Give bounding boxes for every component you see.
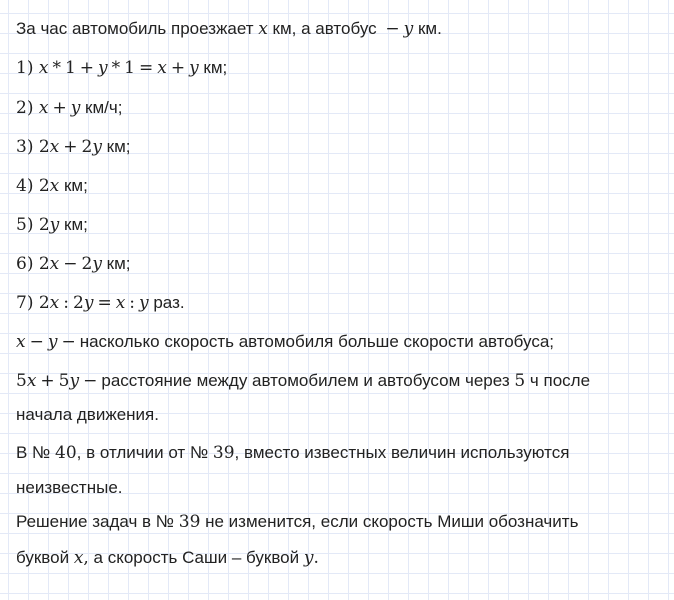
text-line-item-1 xyxy=(16,57,227,79)
text-run: не изменится, если скорость Миши обозначить xyxy=(200,512,579,531)
math-number: 2 xyxy=(81,137,93,157)
text-run: км; xyxy=(59,176,88,195)
math-number: 2 xyxy=(81,254,93,274)
math-number: 1) xyxy=(16,58,39,78)
text-run: неизвестные. xyxy=(16,478,123,497)
text-line-distance-cont xyxy=(16,404,159,426)
math-number: 5) 2 xyxy=(16,215,50,235)
text-run: , в отличии от № xyxy=(76,443,213,462)
math-number: 1 xyxy=(124,58,135,78)
math-variable: y xyxy=(98,58,108,78)
math-operator: + xyxy=(79,58,95,78)
math-number: 2 xyxy=(73,293,84,313)
math-variable: y xyxy=(139,293,149,313)
text-run: насколько скорость автомобиля больше скорости автобуса; xyxy=(79,332,555,351)
text-line-difference xyxy=(16,331,554,353)
text-run: За час автомобиль проезжает xyxy=(16,19,259,38)
math-number: 5 xyxy=(58,371,70,391)
math-number: 5 xyxy=(16,371,27,391)
text-run: км; xyxy=(101,137,131,156)
math-number: 40 xyxy=(55,443,77,463)
math-variable: y xyxy=(83,293,94,313)
math-operator: + xyxy=(170,58,186,78)
text-run: км. xyxy=(413,19,442,38)
math-operator: * xyxy=(111,58,121,78)
math-variable: x xyxy=(49,254,60,274)
math-variable: y xyxy=(92,254,102,274)
math-operator: = xyxy=(138,58,154,78)
text-run: расстояние между автомобилем и автобусом через xyxy=(101,371,515,390)
text-line-note-39 xyxy=(16,511,578,533)
math-operator: − xyxy=(63,254,78,274)
math-operator: − xyxy=(29,332,44,352)
text-run: , вместо известных величин используются xyxy=(234,443,570,462)
math-number: , xyxy=(83,548,89,568)
math-number: 3) 2 xyxy=(16,137,50,157)
math-variable: y xyxy=(49,215,60,235)
math-variable: x xyxy=(16,332,26,352)
math-number: 39 xyxy=(212,443,235,463)
text-line-note-39-cont xyxy=(16,547,319,569)
math-variable: y xyxy=(69,371,80,391)
math-variable: y xyxy=(70,98,81,118)
text-line-note-40-cont xyxy=(16,477,123,499)
text-line-intro xyxy=(16,18,442,40)
math-operator: = xyxy=(97,293,112,313)
math-number: . xyxy=(313,548,319,568)
math-variable: x xyxy=(49,176,60,196)
math-number: 2) xyxy=(16,98,39,118)
math-operator: + xyxy=(63,137,78,157)
text-line-item-6 xyxy=(16,253,131,275)
text-run: км; xyxy=(101,254,131,273)
text-run: ч после xyxy=(525,371,591,390)
math-variable: x xyxy=(73,548,84,568)
math-variable: y xyxy=(92,137,102,157)
math-operator: − xyxy=(83,371,98,391)
math-variable: y xyxy=(189,58,199,78)
math-variable: x xyxy=(38,98,49,118)
text-run: раз. xyxy=(148,293,185,312)
math-variable: x xyxy=(26,371,37,391)
math-variable: y xyxy=(303,548,314,568)
text-run: км; xyxy=(59,215,88,234)
math-variable: x xyxy=(157,58,167,78)
math-operator: : xyxy=(63,293,69,313)
text-line-distance xyxy=(16,370,590,392)
math-number: 4) 2 xyxy=(16,176,50,196)
math-variable: x xyxy=(49,293,60,313)
math-variable: x xyxy=(115,293,126,313)
math-number: 6) 2 xyxy=(16,254,50,274)
text-line-item-5 xyxy=(16,214,88,236)
math-variable: x xyxy=(49,137,60,157)
text-run: км; xyxy=(198,58,228,77)
text-run: км/ч; xyxy=(80,98,123,117)
math-variable: x xyxy=(258,19,268,39)
math-variable: y xyxy=(47,332,58,352)
math-operator: + xyxy=(40,371,55,391)
text-line-note-40 xyxy=(16,442,569,464)
text-run: В № xyxy=(16,443,56,462)
math-operator: + xyxy=(52,98,67,118)
text-line-item-3 xyxy=(16,136,131,158)
math-number: 1 xyxy=(64,58,76,78)
math-number: 39 xyxy=(178,512,201,532)
text-run: а скорость Саши – буквой xyxy=(88,548,304,567)
math-variable: y xyxy=(403,19,414,39)
math-operator: − xyxy=(385,19,400,39)
text-run: начала движения. xyxy=(16,405,159,424)
math-operator: : xyxy=(129,293,136,313)
text-run: буквой xyxy=(16,548,74,567)
text-line-item-4 xyxy=(16,175,88,197)
math-number: 5 xyxy=(514,371,526,391)
text-run: км, а автобус xyxy=(267,19,382,38)
math-variable: x xyxy=(38,58,49,78)
math-operator: − xyxy=(61,332,76,352)
text-run: Решение задач в № xyxy=(16,512,179,531)
math-number: 7) 2 xyxy=(16,293,50,313)
text-line-item-7 xyxy=(16,292,185,314)
math-operator: * xyxy=(52,58,61,78)
text-line-item-2 xyxy=(16,97,122,119)
